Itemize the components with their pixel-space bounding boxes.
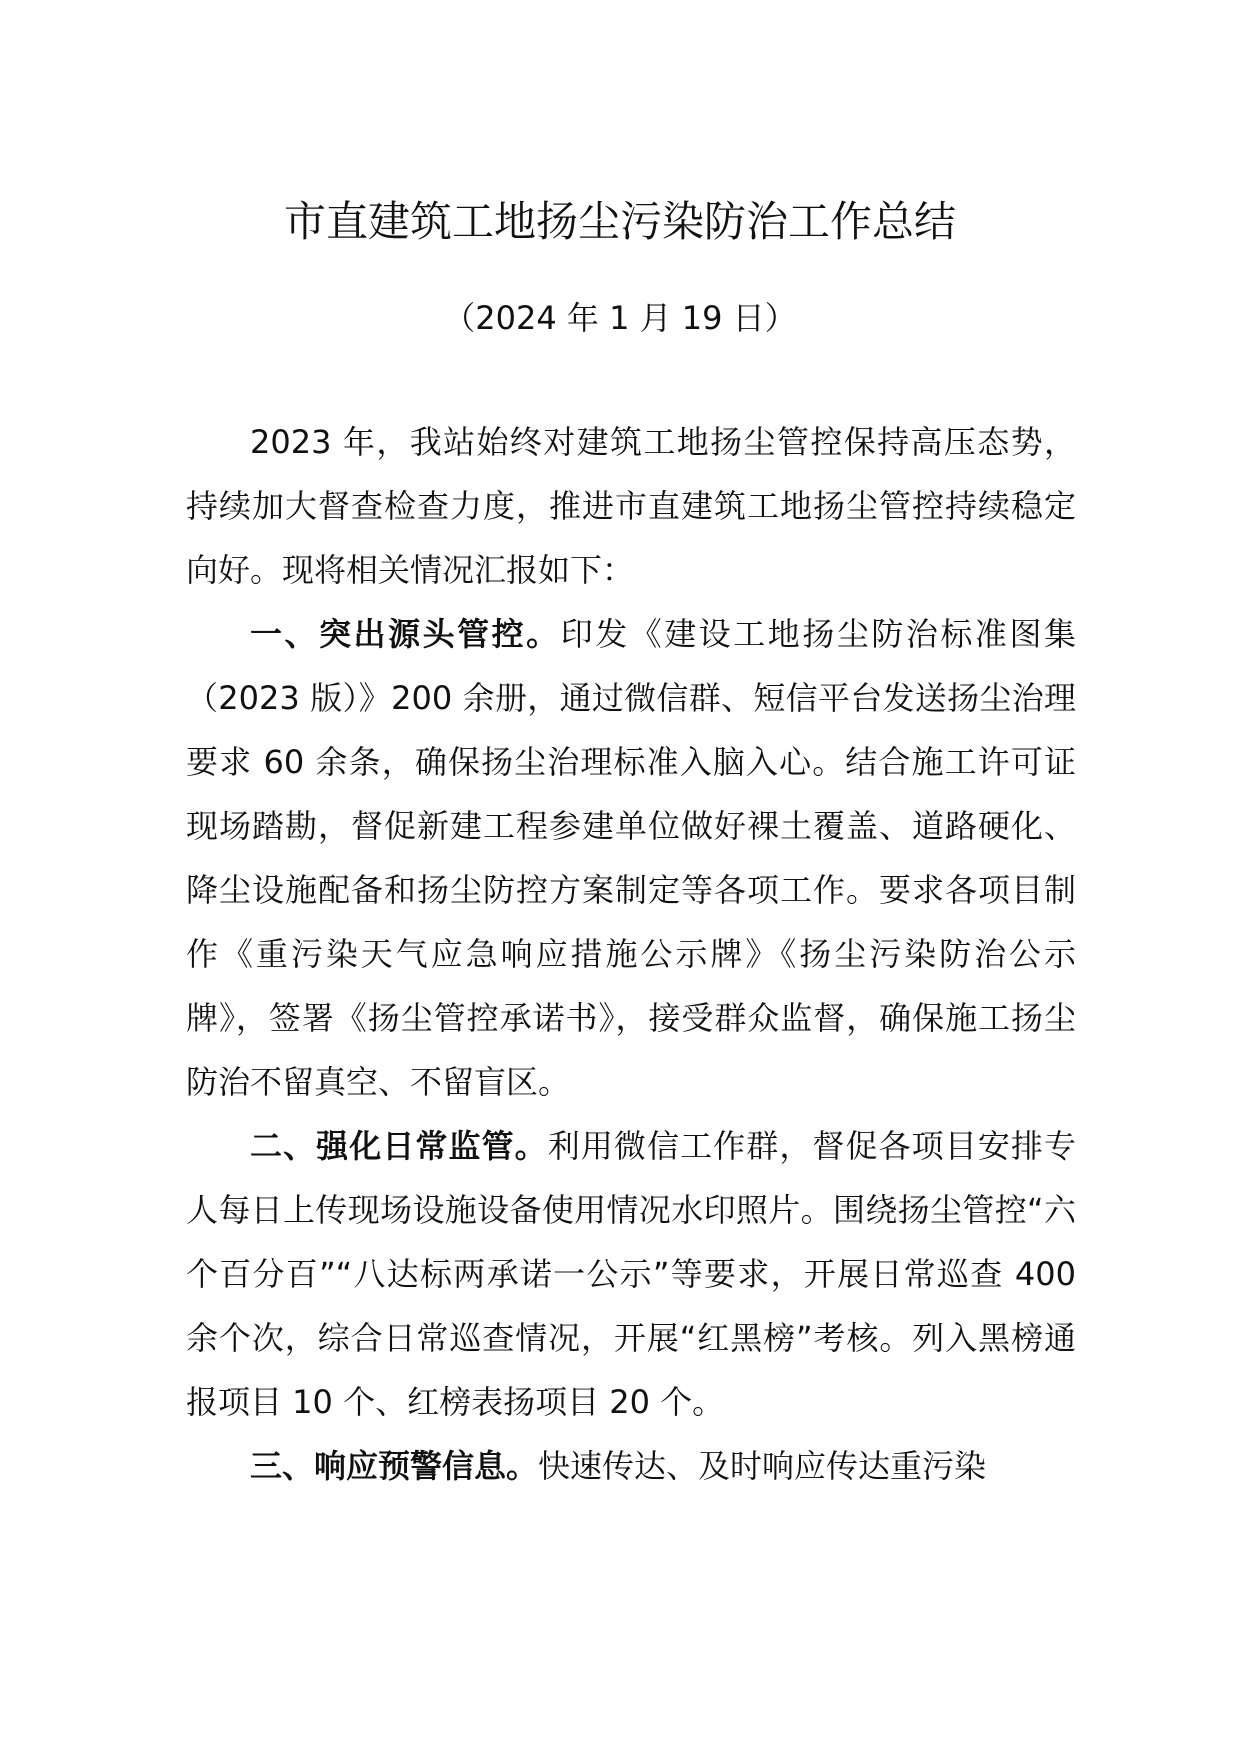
section-one-paragraph xyxy=(186,602,1076,1114)
section-one-text: 印发《建设工地扬尘防治标准图集（2023 版）》200 余册，通过微信群、短信平台发送扬尘治理要求 60 余条，确保扬尘治理标准入脑入心。结合施工许可证现场踏勘，督促新建工程参建单位做好裸土覆盖、道路硬化、降尘设施配备和扬尘防控方案制定等各项工作。要求各项目制作《重污染天气应急响应措施公示牌》《扬尘污染防治公示牌》，签署《扬尘管控承诺书》，接受群众监督，确保施工扬尘防治不留真空、不留盲区。 xyxy=(186,615,1076,1101)
intro-paragraph xyxy=(186,410,1076,602)
document-date: （2024 年 1 月 19 日） xyxy=(443,299,797,337)
document-title: 市直建筑工地扬尘污染防治工作总结 xyxy=(283,197,956,247)
section-three-text: 快速传达、及时响应传达重污染 xyxy=(538,1447,987,1485)
document-body xyxy=(186,410,1076,1498)
section-three-paragraph xyxy=(186,1434,1076,1498)
section-two-text: 利用微信工作群，督促各项目安排专人每日上传现场设施设备使用情况水印照片。围绕扬尘管控“六个百分百”“八达标两承诺一公示”等要求，开展日常巡查 400 余个次，综合日常巡查情况，开展“红黑榜”考核。列入黑榜通报项目 10 个、红榜表扬项目 20 个。 xyxy=(186,1127,1076,1421)
section-two-heading: 二、强化日常监管。 xyxy=(250,1127,548,1165)
intro-paragraph-text: 2023 年，我站始终对建筑工地扬尘管控保持高压态势，持续加大督查检查力度，推进市直建筑工地扬尘管控持续稳定向好。现将相关情况汇报如下： xyxy=(186,423,1076,589)
section-two-paragraph xyxy=(186,1114,1076,1434)
section-three-heading: 三、响应预警信息。 xyxy=(250,1447,539,1485)
section-one-heading: 一、突出源头管控。 xyxy=(250,615,561,653)
